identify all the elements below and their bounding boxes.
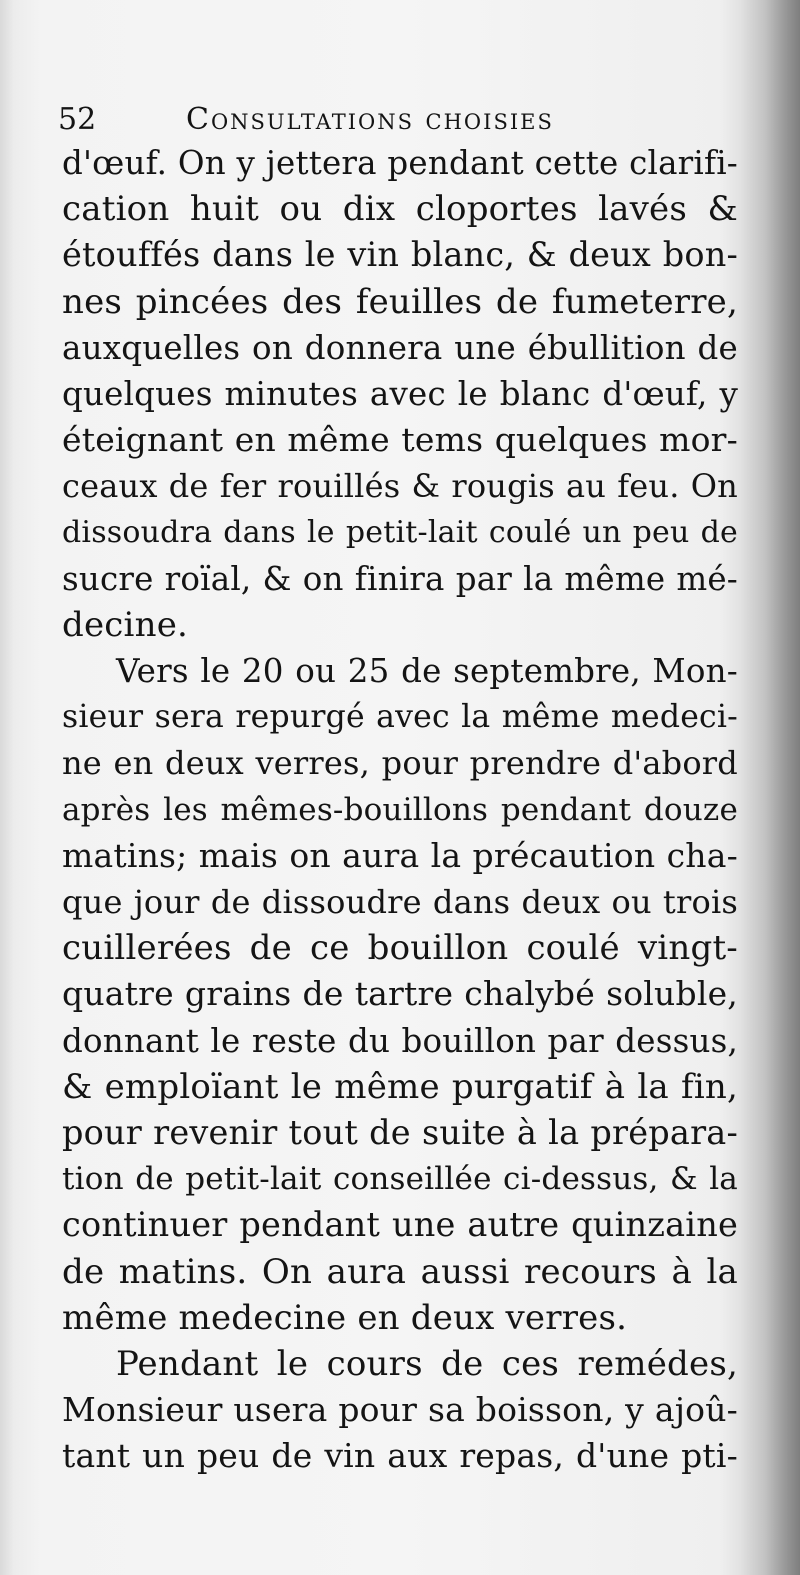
text-line: éteignant en même tems quelques mor-	[62, 420, 738, 460]
text-line: nes pincées des feuilles de fumeterre,	[62, 281, 738, 322]
text-line: quatre grains de tartre chalybé soluble,	[62, 974, 738, 1014]
text-line: même medecine en deux verres.	[62, 1297, 628, 1338]
text-line: donnant le reste du bouillon par dessus,	[62, 1021, 738, 1060]
text-line: matins; mais on aura la précaution cha-	[62, 835, 738, 875]
paragraph-first-line: Pendant le cours de ces remédes,	[116, 1343, 738, 1384]
text-line: Monsieur usera pour sa boisson, y ajoû-	[62, 1390, 738, 1430]
page-header	[58, 100, 698, 140]
text-line: continuer pendant une autre quinzaine	[62, 1205, 738, 1245]
page-edge-shadow	[740, 0, 800, 1575]
text-line: quelques minutes avec le blanc d'œuf, y	[62, 374, 738, 413]
text-line: & emploïant le même purgatif à la fin,	[62, 1066, 738, 1107]
text-line: decine.	[62, 604, 189, 645]
text-line: cuillerées de ce bouillon coulé vingt-	[62, 928, 738, 969]
text-line: étouffés dans le vin blanc, & deux bon-	[62, 235, 738, 275]
text-line: ne en deux verres, pour prendre d'abord	[62, 744, 738, 783]
text-line: tant un peu de vin aux repas, d'une pti-	[62, 1436, 738, 1476]
text-line: auxquelles on donnera une ébullition de	[62, 328, 738, 367]
page-number: 52	[58, 102, 97, 137]
running-title: Consultations choisies	[186, 102, 554, 137]
text-line: que jour de dissoudre dans deux ou trois	[62, 883, 738, 921]
text-line: dissoudra dans le petit-lait coulé un peu de	[62, 514, 738, 550]
text-line: ceaux de fer rouillés & rougis au feu. On	[62, 467, 738, 506]
text-line: tion de petit-lait conseillée ci-dessus, & la	[62, 1161, 738, 1198]
text-line: pour revenir tout de suite à la prépara-	[62, 1112, 738, 1152]
paragraph-first-line: Vers le 20 ou 25 de septembre, Mon-	[116, 652, 738, 691]
text-line: sucre roïal, & on finira par la même mé-	[62, 559, 738, 598]
text-line: de matins. On aura aussi recours à la	[62, 1251, 738, 1292]
text-line: cation huit ou dix cloportes lavés &	[62, 189, 738, 230]
text-line: après les mêmes-bouillons pendant douze	[62, 791, 738, 828]
text-line: d'œuf. On y jettera pendant cette clarifi-	[62, 144, 738, 182]
text-line: sieur sera repurgé avec la même medeci-	[62, 699, 738, 736]
body-text	[62, 140, 738, 1479]
